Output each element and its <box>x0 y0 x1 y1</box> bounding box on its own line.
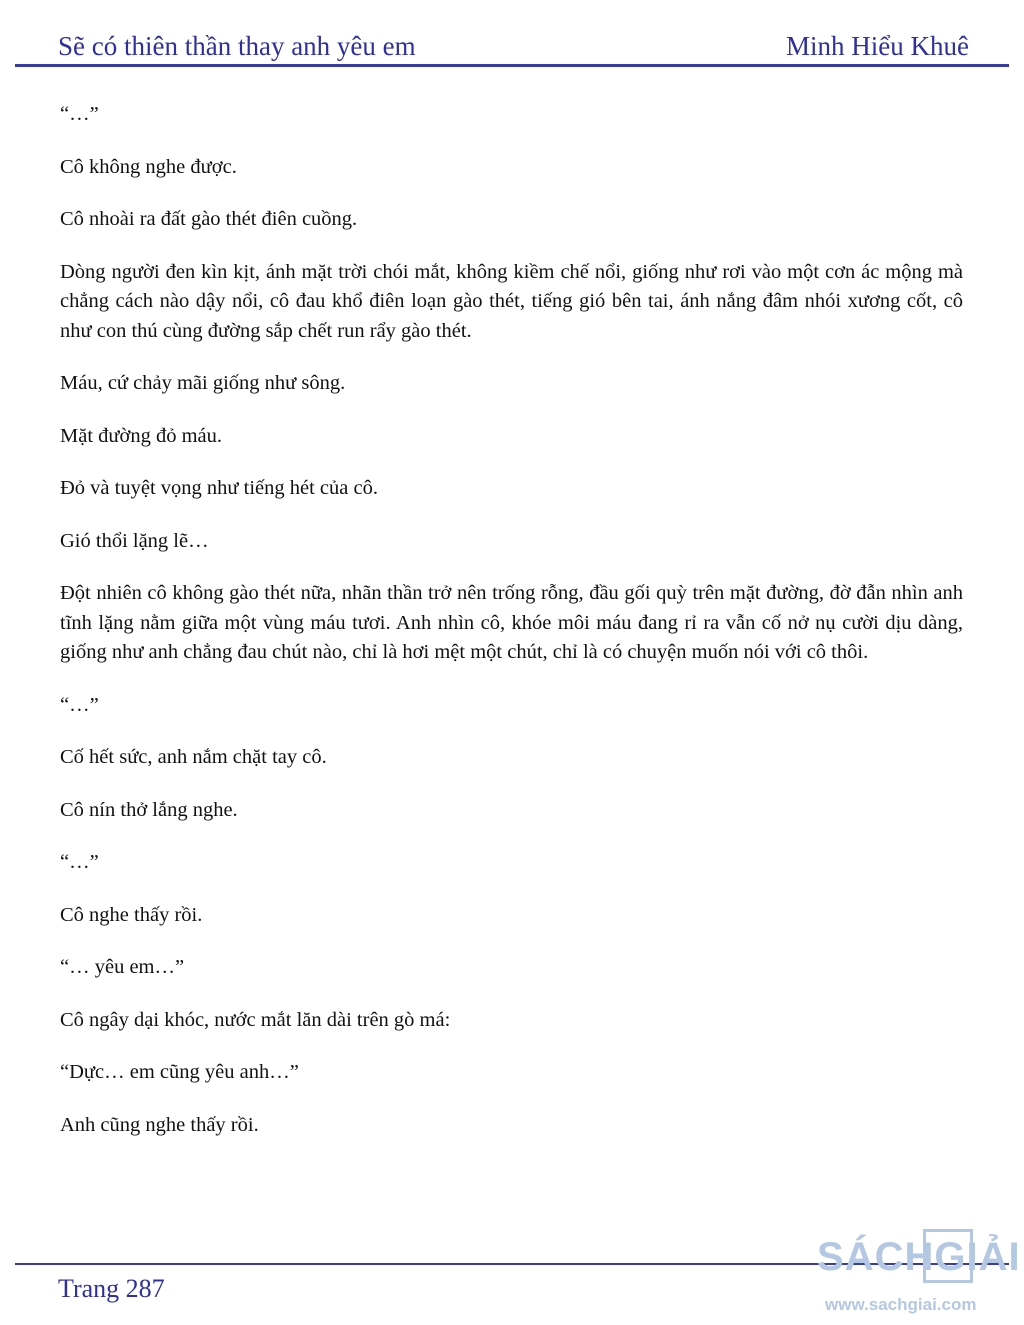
paragraph: Cô ngây dại khóc, nước mắt lăn dài trên gò má: <box>60 1008 451 1031</box>
header-divider <box>15 64 1009 67</box>
paragraph: Cô nghe thấy rồi. <box>60 903 203 926</box>
paragraph: Dòng người đen kìn kịt, ánh mặt trời chói mắt, không kiềm chế nổi, giống như rơi vào một cơn ác mộng mà chẳng cách nào dậy nổi, cô đau khổ điên loạn gào thét, tiếng gió bên tai, ánh nắng đâm nhói xương cốt, cô như con thú cùng đường sắp chết run rẩy gào thét. <box>60 260 963 342</box>
author-name: Minh Hiểu Khuê <box>786 31 969 61</box>
paragraph: Cô không nghe được. <box>60 155 237 178</box>
paragraph: Mặt đường đỏ máu. <box>60 424 223 447</box>
paragraph: Anh cũng nghe thấy rồi. <box>60 1113 259 1136</box>
book-title: Sẽ có thiên thần thay anh yêu em <box>58 31 416 61</box>
watermark <box>811 1225 1021 1320</box>
page-number: Trang 287 <box>58 1274 165 1303</box>
page-header <box>58 22 969 62</box>
paragraph: Cô nhoài ra đất gào thét điên cuồng. <box>60 208 358 230</box>
paragraph: Đỏ và tuyệt vọng như tiếng hét của cô. <box>60 477 378 499</box>
watermark-url: www.sachgiai.com <box>825 1295 977 1314</box>
paragraph: “… yêu em…” <box>60 956 185 978</box>
paragraph: “…” <box>60 693 99 716</box>
paragraph: “…” <box>60 851 99 873</box>
paragraph: Gió thổi lặng lẽ… <box>60 529 209 552</box>
paragraph: Đột nhiên cô không gào thét nữa, nhãn thần trở nên trống rỗng, đầu gối quỳ trên mặt đường, đờ đẫn nhìn anh tĩnh lặng nằm giữa một vùng máu tươi. Anh nhìn cô, khóe môi máu đang rỉ ra vẫn cố nở nụ cười dịu dàng, giống như anh chẳng đau chút nào, chỉ là hơi mệt một chút, chỉ là có chuyện muốn nói với cô thôi. <box>60 582 963 663</box>
paragraph: Máu, cứ chảy mãi giống như sông. <box>60 372 346 394</box>
watermark-logo: SÁCHGIẢI <box>817 1235 1021 1279</box>
paragraph: Cô nín thở lắng nghe. <box>60 798 238 821</box>
page-body <box>60 100 963 1163</box>
paragraph: Cố hết sức, anh nắm chặt tay cô. <box>60 746 327 768</box>
paragraph: “…” <box>60 103 99 125</box>
paragraph: “Dực… em cũng yêu anh…” <box>60 1061 299 1083</box>
